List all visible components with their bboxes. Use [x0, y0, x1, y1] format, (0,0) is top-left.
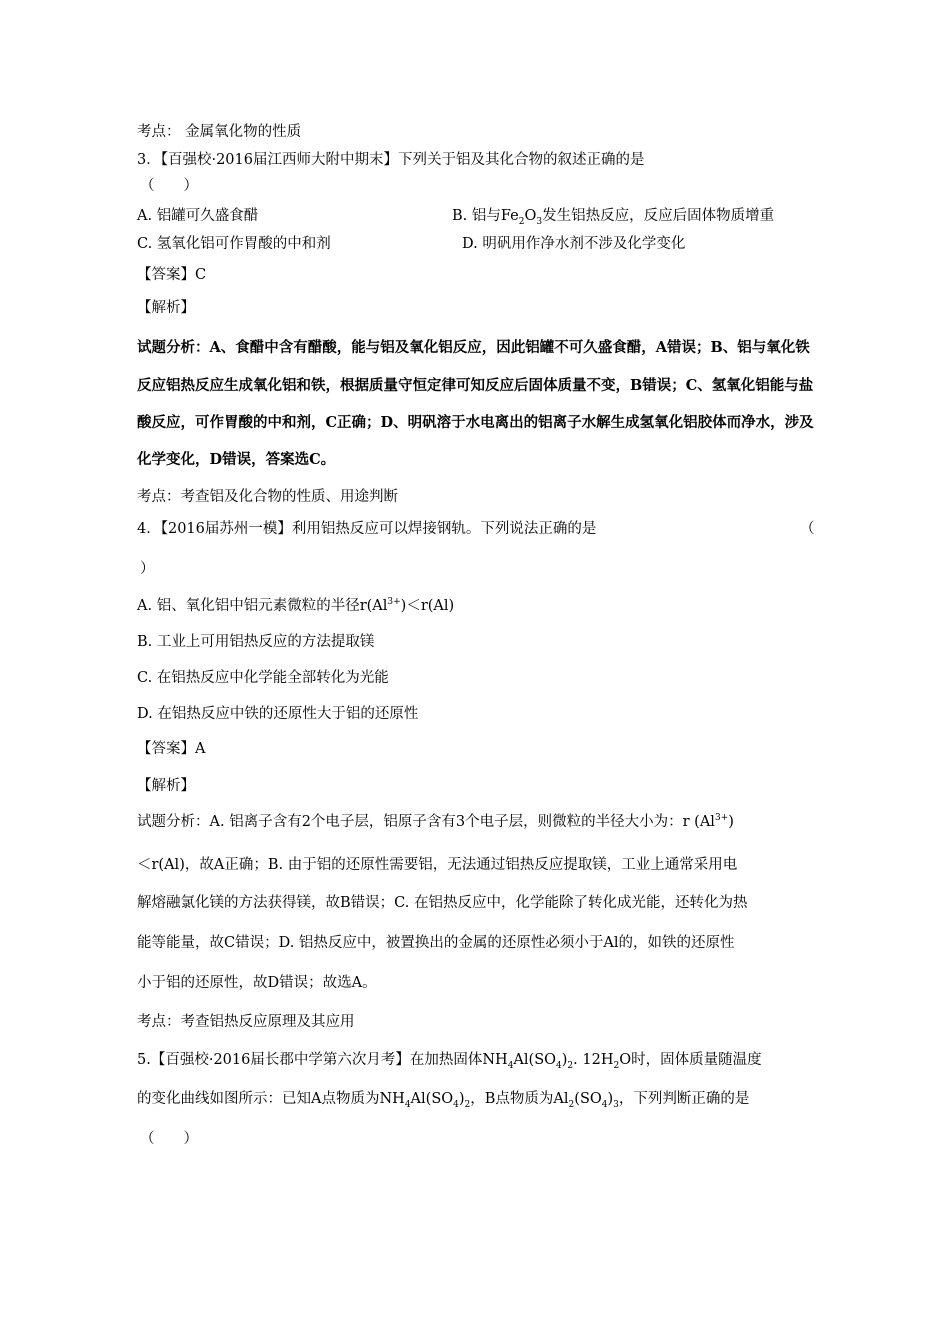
q4-option-b: B. 工业上可用铝热反应的方法提取镁 — [137, 634, 375, 650]
q3-answer: 【答案】C — [137, 267, 207, 283]
q5-l1-s4: 2 — [613, 1060, 620, 1071]
q3-stem: 3．【百强校·2016届江西师大附中期末】下列关于铝及其化合物的叙述正确的是 — [137, 152, 645, 168]
q3-kaodian: 考点：考查铝及化合物的性质、用途判断 — [137, 489, 398, 505]
q4-analysis-line-1-post: ) — [728, 814, 734, 830]
q3-paren: （ ） — [140, 178, 198, 194]
q4-option-a — [137, 596, 454, 616]
q3-option-b-mid: O — [524, 208, 537, 224]
q3-option-b — [452, 206, 774, 226]
q5-l2-m4: (SO — [574, 1091, 602, 1107]
q4-option-a-pre: A. 铝、氧化铝中铝元素微粒的半径r(Al — [137, 598, 388, 614]
q5-l2-pre: 的变化曲线如图所示：已知A点物质为NH — [137, 1091, 405, 1107]
q5-l1-m1: Al(SO — [513, 1052, 557, 1068]
q3-option-b-pre: B. 铝与Fe — [452, 208, 519, 224]
q3-option-b-sub1: 2 — [518, 216, 525, 227]
q5-l2-m5: ) — [607, 1091, 614, 1107]
q3-option-b-sub2: 3 — [536, 216, 543, 227]
q4-analysis-line-4: 能等能量，故C错误；D. 铝热反应中，被置换出的金属的还原性必须小于Al的，如铁的还原性 — [137, 935, 735, 951]
kaodian-line-1: 考点： 金属氧化物的性质 — [137, 124, 302, 140]
q3-analysis-line-4: 化学变化，D错误，答案选C。 — [137, 451, 336, 468]
q3-option-c: C. 氢氧化铝可作胃酸的中和剂 — [137, 236, 331, 252]
q5-l1-post: . 12H — [573, 1052, 614, 1068]
q4-analysis-line-1-sup: 3+ — [714, 813, 729, 824]
q5-l1-s2: 4 — [556, 1060, 562, 1071]
q4-analysis-line-5: 小于铝的还原性，故D错误；故选A。 — [137, 975, 377, 991]
q5-l2-s1: 4 — [404, 1099, 411, 1110]
q4-paren-open: （ — [800, 521, 815, 537]
q4-analysis-line-2: ＜r(Al)，故A正确；B. 由于铝的还原性需要铝，无法通过铝热反应提取镁，工业上通常采用电 — [137, 857, 738, 873]
q5-l2-s3: 2 — [464, 1099, 471, 1110]
q4-option-a-sup: 3+ — [387, 597, 401, 608]
q5-l2-s4: 2 — [568, 1099, 575, 1110]
q5-l2-end: ，下列判断正确的是 — [618, 1091, 750, 1107]
q5-l2-m2: ) — [458, 1091, 465, 1107]
q3-analysis-line-1: 试题分析：A、食醋中含有醋酸，能与铝及氧化铝反应，因此铝罐不可久盛食醋，A错误；B、铝与氧化铁 — [137, 339, 810, 356]
q5-paren: （ ） — [140, 1131, 198, 1147]
q3-analysis-line-2: 反应铝热反应生成氧化铝和铁，根据质量守恒定律可知反应后固体质量不变，B错误；C、氢氧化铝能与盐 — [137, 377, 814, 394]
q4-option-c: C. 在铝热反应中化学能全部转化为光能 — [137, 670, 389, 686]
q4-answer: 【答案】A — [137, 741, 206, 757]
q5-l1-m2: ) — [561, 1052, 568, 1068]
q3-analysis-line-3: 酸反应，可作胃酸的中和剂，C正确；D、明矾溶于水电离出的铝离子水解生成氢氧化铝胶体而净水，涉及 — [137, 414, 814, 431]
q5-stem-line-2 — [137, 1089, 749, 1109]
q5-l1-s3: 2 — [567, 1060, 574, 1071]
q5-l2-m3: ，B点物质为Al — [470, 1091, 569, 1107]
q5-l1-end: O时，固体质量随温度 — [619, 1052, 762, 1068]
q4-analysis-line-1-pre: 试题分析：A. 铝离子含有2个电子层，铝原子含有3个电子层，则微粒的半径大小为：r (Al — [137, 814, 715, 830]
q4-analysis-label: 【解析】 — [137, 778, 195, 794]
q4-analysis-line-3: 解熔融氯化镁的方法获得镁，故B错误；C. 在铝热反应中，化学能除了转化成光能，还转化为热 — [137, 895, 748, 911]
q4-option-d: D. 在铝热反应中铁的还原性大于铝的还原性 — [137, 706, 419, 722]
q4-option-a-post: )＜r(Al) — [400, 598, 455, 614]
q5-l2-s2: 4 — [453, 1099, 459, 1110]
q4-paren-close: ） — [140, 561, 155, 577]
q4-stem: 4．【2016届苏州一模】利用铝热反应可以焊接钢轨。下列说法正确的是 — [137, 521, 597, 537]
q5-l1-pre: 5.【百强校·2016届长郡中学第六次月考】在加热固体NH — [137, 1052, 508, 1068]
q5-stem-line-1 — [137, 1050, 762, 1070]
q5-l1-s1: 4 — [507, 1060, 514, 1071]
q5-l2-m1: Al(SO — [410, 1091, 454, 1107]
q3-option-b-post: 发生铝热反应，反应后固体物质增重 — [542, 208, 775, 224]
q4-kaodian: 考点：考查铝热反应原理及其应用 — [137, 1014, 355, 1030]
q3-option-a: A. 铝罐可久盛食醋 — [137, 208, 259, 224]
q3-analysis-label: 【解析】 — [137, 300, 195, 316]
q3-option-d: D. 明矾用作净水剂不涉及化学变化 — [462, 236, 686, 252]
q5-l2-s5: 4 — [601, 1099, 608, 1110]
q4-analysis-line-1 — [137, 812, 734, 832]
q5-l2-s6: 3 — [613, 1099, 619, 1110]
